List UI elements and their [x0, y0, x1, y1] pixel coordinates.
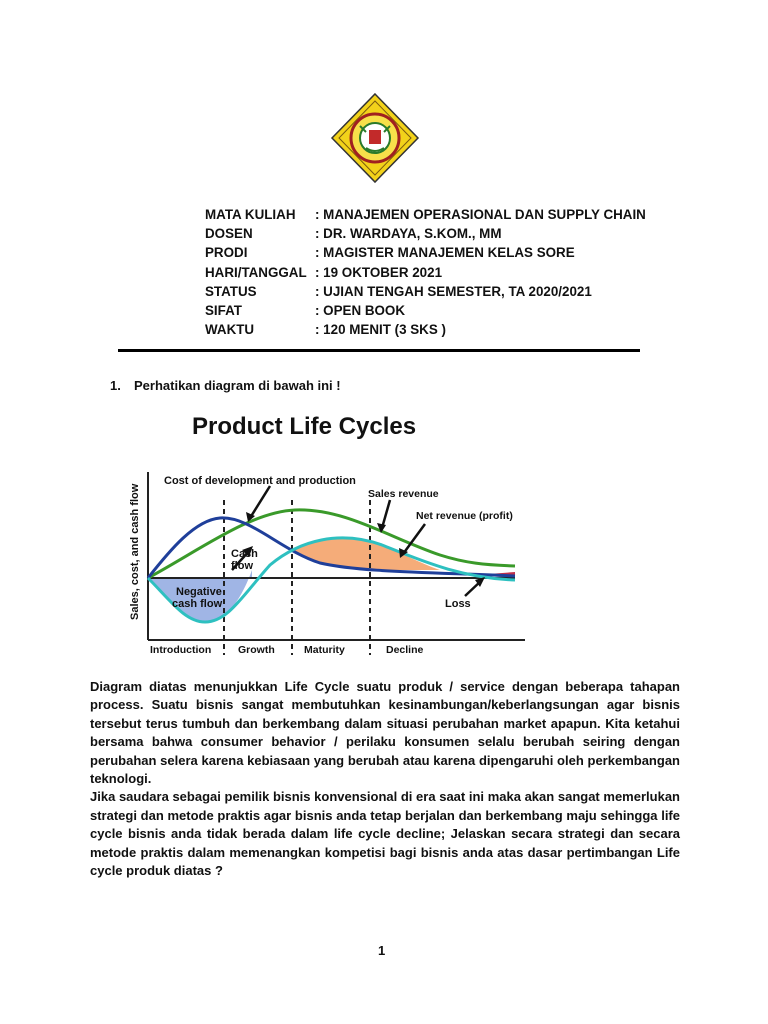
- y-axis-label: Sales, cost, and cash flow: [129, 483, 141, 620]
- header-row-status: [205, 284, 646, 303]
- header-label: PRODI: [205, 245, 248, 261]
- header-value: : UJIAN TENGAH SEMESTER, TA 2020/2021: [315, 283, 592, 299]
- label-negative-2: cash flow: [172, 598, 223, 610]
- stage-decline: Decline: [386, 644, 424, 656]
- header-value: : 120 MENIT (3 SKS ): [315, 322, 446, 338]
- university-seal-logo: [330, 92, 420, 184]
- header-row-dosen: [205, 226, 646, 245]
- header-label: WAKTU: [205, 322, 255, 338]
- diagram-title: Product Life Cycles: [192, 413, 417, 440]
- label-net: Net revenue (profit): [416, 510, 513, 522]
- header-label: DOSEN: [205, 226, 253, 242]
- header-label: STATUS: [205, 283, 257, 299]
- header-label: HARI/TANGGAL: [205, 264, 307, 280]
- header-value: : OPEN BOOK: [315, 302, 406, 318]
- stage-maturity: Maturity: [304, 644, 345, 656]
- question-number: 1.: [110, 378, 121, 393]
- label-sales: Sales revenue: [368, 488, 439, 500]
- label-loss: Loss: [445, 598, 471, 610]
- header-label: SIFAT: [205, 302, 242, 318]
- header-row-waktu: [205, 322, 646, 341]
- body-paragraph-1: Diagram diatas menunjukkan Life Cycle suatu produk / service dengan beberapa tahapan process. Suatu bisnis sangat membutuhkan kesinambungan/keberlangsungan agar bisnis tersebut terus tumbuh dan berkembang dalam situasi perubahan market apapun. Kita ketahui bersama bahwa consumer behavior / perilaku konsumen selalu berubah seiring dengan perubahan selera karena kebiasaan yang berubah atau karena dipengaruhi oleh perkembangan teknologi.: [90, 679, 680, 787]
- page-number: 1: [378, 943, 386, 958]
- stage-growth: Growth: [238, 644, 275, 656]
- label-cash-1: Cash: [231, 548, 258, 560]
- exam-header-table: [205, 207, 646, 341]
- header-label: MATA KULIAH: [205, 207, 296, 222]
- header-value: : MANAJEMEN OPERASIONAL DAN SUPPLY CHAIN: [315, 207, 646, 222]
- header-value: : DR. WARDAYA, S.KOM., MM: [315, 226, 502, 242]
- label-negative-1: Negative: [176, 586, 222, 598]
- header-row-mata-kuliah: [205, 207, 646, 226]
- sales-arrow: [382, 500, 390, 528]
- header-row-hari-tanggal: [205, 265, 646, 284]
- label-cash-2: flow: [231, 560, 253, 572]
- header-row-prodi: [205, 245, 646, 264]
- stage-introduction: Introduction: [150, 644, 212, 656]
- product-life-cycle-diagram: [120, 400, 540, 662]
- header-row-sifat: [205, 303, 646, 322]
- header-divider: [118, 349, 640, 352]
- body-paragraph-2: Jika saudara sebagai pemilik bisnis konvensional di era saat ini maka akan sangat memerlukan strategi dan metode praktis agar bisnis anda tetap berjalan dan berkembang maju sehingga life cycle bisnis anda tidak berada dalam life cycle decline; Jelaskan secara strategi dan secara metode praktis dalam memenangkan kompetisi bagi bisnis anda atas dasar pertimbangan Life cycle produk diatas ?: [90, 789, 680, 879]
- cost-arrow: [250, 486, 270, 518]
- question-text: Perhatikan diagram di bawah ini !: [134, 378, 341, 393]
- question-1-title: [110, 378, 341, 393]
- header-value: : MAGISTER MANAJEMEN KELAS SORE: [315, 245, 575, 261]
- label-cost: Cost of development and production: [164, 475, 356, 487]
- question-body: [90, 678, 680, 880]
- header-value: : 19 OKTOBER 2021: [315, 264, 443, 280]
